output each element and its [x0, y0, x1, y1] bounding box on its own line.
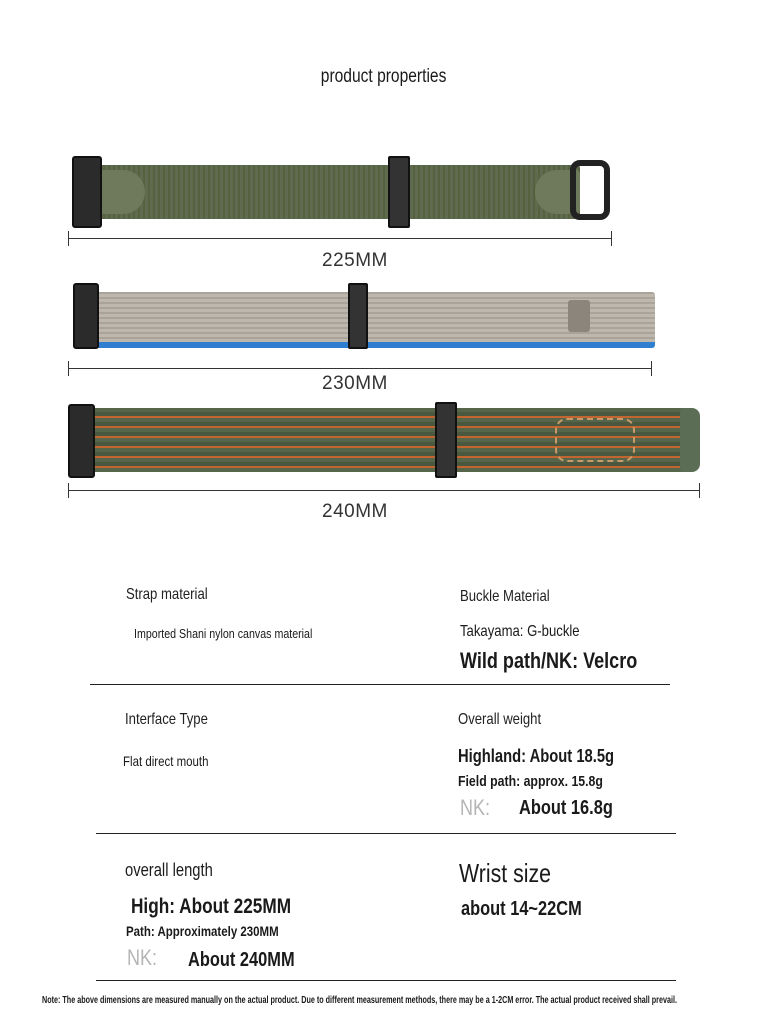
footnote: Note: The above dimensions are measured manually on the actual product. Due to different measurement methods, there may be a 1-2CM error. The actual product received shall prevail.	[42, 995, 677, 1006]
length-label: 230MM	[322, 373, 388, 394]
buckle-material-label: Buckle Material	[460, 588, 550, 605]
interface-type-value: Flat direct mouth	[123, 753, 209, 769]
wrist-size-value: about 14~22CM	[461, 898, 582, 920]
watch-connector	[72, 156, 102, 228]
dimension-line	[68, 368, 652, 369]
strap-band	[80, 165, 580, 219]
length-nk-value: About 240MM	[188, 949, 295, 971]
divider	[96, 980, 676, 981]
strap-end	[680, 408, 700, 472]
strap-keeper-loop	[388, 156, 410, 228]
velcro-tab	[568, 300, 590, 332]
length-nk-prefix: NK:	[127, 945, 158, 970]
divider	[96, 833, 676, 834]
interface-type-label: Interface Type	[125, 711, 208, 728]
strap-material-label: Strap material	[126, 586, 208, 603]
watch-connector	[73, 283, 99, 349]
weight-nk-prefix: NK:	[460, 795, 491, 820]
length-path: Path: Approximately 230MM	[126, 923, 279, 939]
weight-field-path: Field path: approx. 15.8g	[458, 773, 603, 790]
page-title-text: product properties	[321, 66, 447, 87]
overall-length-label: overall length	[125, 860, 213, 880]
g-buckle	[570, 160, 610, 220]
page-title	[0, 66, 768, 88]
length-label: 240MM	[322, 501, 388, 522]
buckle-material-line1: Takayama: G-buckle	[460, 623, 580, 640]
stitch-pattern	[555, 418, 635, 462]
length-high: High: About 225MM	[131, 895, 292, 918]
wrist-size-label: Wrist size	[459, 858, 552, 888]
dimension-line	[68, 238, 612, 239]
buckle-material-line2: Wild path/NK: Velcro	[460, 648, 638, 673]
overall-weight-label: Overall weight	[458, 711, 542, 728]
length-label: 225MM	[322, 250, 388, 271]
divider	[90, 684, 670, 685]
dimension-line	[68, 490, 700, 491]
strap-material-value: Imported Shani nylon canvas material	[134, 626, 313, 641]
watch-connector	[68, 404, 95, 478]
weight-nk-value: About 16.8g	[519, 797, 613, 819]
weight-highland: Highland: About 18.5g	[458, 746, 615, 766]
strap-tab	[100, 170, 145, 214]
strap-keeper-loop	[348, 283, 368, 349]
strap-keeper-loop	[435, 402, 457, 478]
